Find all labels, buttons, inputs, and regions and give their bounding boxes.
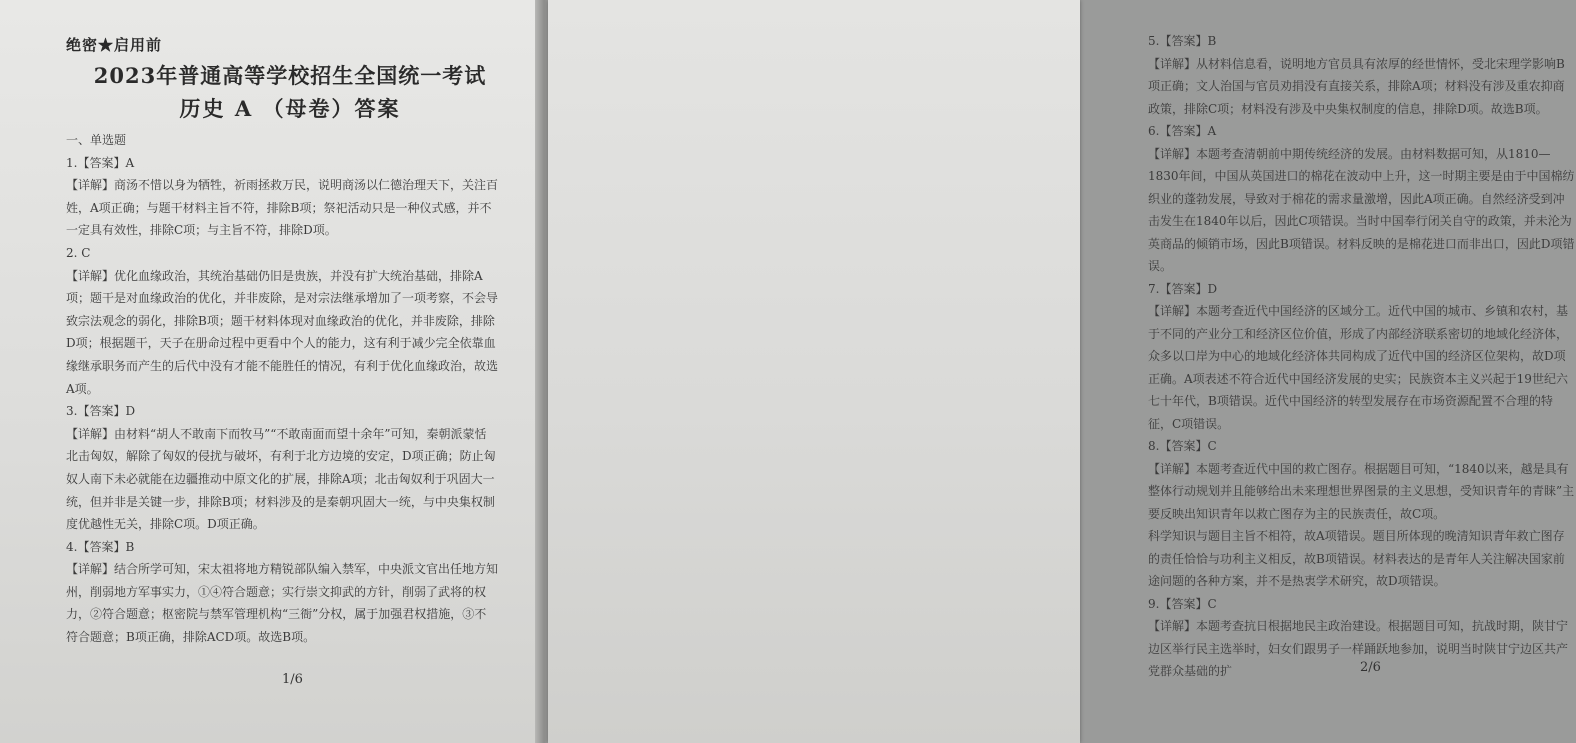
page-number: 2/6 — [1360, 660, 1381, 675]
detail-paragraph: 【详解】商汤不惜以身为牺牲，祈雨拯救万民，说明商汤以仁德治理天下，关注百姓，A项正确；与题干材料主旨不符，排除B项；祭祀活动只是一种仪式感，并不一定具有效性，排除C项；与主旨不符，排除D项。 — [66, 178, 499, 238]
detail-paragraph: 【详解】由材料“胡人不敢南下而牧马”“不敢南面而望十余年”可知，秦朝派蒙恬北击匈奴，解除了匈奴的侵扰与破坏，有利于北方边境的安定，D项正确；防止匈奴人南下未必就能在边疆推动中原文化的扩展，排除A项；北击匈奴利于巩固大一统，但并非是关键一步，排除B项；材料涉及的是秦朝巩固大一统，与中央集权制度优越性无关，排除C项。D项正确。 — [66, 426, 496, 532]
page-1-content — [66, 129, 498, 649]
detail-paragraph: 【详解】结合所学可知，宋太祖将地方精锐部队编入禁军，中央派文官出任地方知州，削弱地方军事实力，①④符合题意；实行崇文抑武的方针，削弱了武将的权力，②符合题意；枢密院与禁军管理机构“三衙”分权，属于加强君权措施，③不符合题意；B项正确，排除ACD项。故选B项。 — [66, 562, 499, 645]
answer-line: 5.【答案】B — [1148, 34, 1217, 48]
answer-line: 7.【答案】D — [1148, 281, 1218, 296]
answer-line: 8.【答案】C — [1148, 439, 1217, 453]
detail-paragraph: 【详解】本题考查清朝前中期传统经济的发展。由材料数据可知，从1810—1830年间，中国从英国进口的棉花在波动中上升，这一时期主要是由于中国棉纺织业的蓬勃发展，导致对于棉花的需求量激增，因此A项正确。自然经济受到冲击发生在1840年以后，因此C项错误。当时中国奉行闭关自守的政策，并未沦为英商品的倾销市场，因此B项错误。材料反映的是棉花进口而非出口，因此D项错误。 — [1148, 146, 1575, 273]
page-2 — [548, 0, 1575, 743]
page-number: 1/6 — [282, 672, 303, 687]
answer-line: 9.【答案】C — [1148, 596, 1217, 611]
answer-line: 1.【答案】A — [66, 155, 135, 170]
answer-line: 6.【答案】A — [1148, 124, 1217, 138]
detail-paragraph: 【详解】本题考查抗日根据地民主政治建设。根据题目可知，抗战时期，陕甘宁边区举行民主选举时，妇女们跟男子一样踊跃地参加，说明当时陕甘宁边区共产党群众基础的扩 — [1148, 619, 1569, 678]
confidential-label: 绝密★启用前 — [66, 36, 163, 54]
exam-subtitle: 历史 A （母卷）答案 — [179, 96, 401, 121]
detail-paragraph: 【详解】优化血缘政治，其统治基础仍旧是贵族，并没有扩大统治基础，排除A项；题干是对血缘政治的优化，并非废除，是对宗法继承增加了一项考察，不会导致宗法观念的弱化，排除B项；题干材料体现对血缘政治的优化，并非废除，排除D项；根据题干，天子在册命过程中更看中个人的能力，这有利于减少完全依靠血缘继承职务而产生的后代中没有才能不能胜任的情况，有利于优化血缘政治，故选A项。 — [66, 268, 499, 396]
detail-paragraph: 【详解】本题考查近代中国经济的区域分工。近代中国的城市、乡镇和农村，基于不同的产业分工和经济区位价值，形成了内部经济联系密切的地域化经济体，众多以口岸为中心的地域化经济体共同构成了近代中国的经济区位架构，故D项正确。A项表述不符合近代中国经济发展的史实；民族资本主义兴起于19世纪六七十年代，B项错误。近代中国经济的转型发展存在市场资源配置不合理的特征，C项错误。 — [1148, 304, 1569, 431]
section-heading: 一、单选题 — [66, 133, 127, 147]
detail-paragraph-continued: 科学知识与题目主旨不相符，故A项错误。题目所体现的晚清知识青年救亡图存的责任恰恰与功利主义相反，故B项错误。材料表达的是青年人关注解决国家前途问题的各种方案，并不是热衷学术研究，故D项错误。 — [1148, 529, 1565, 588]
detail-paragraph: 【详解】从材料信息看，说明地方官员具有浓厚的经世情怀，受北宋理学影响B项正确；文人治国与官员劝捐没有直接关系，排除A项；材料没有涉及重农抑商政策，排除C项；材料没有涉及中央集权制度的信息，排除D项。故选B项。 — [1148, 56, 1565, 116]
exam-title: 2023年普通高等学校招生全国统一考试 — [93, 63, 487, 88]
detail-paragraph: 【详解】本题考查近代中国的救亡图存。根据题目可知，“1840以来，越是具有整体行动规划并且能够给出未来理想世界图景的主义思想，受知识青年的青睐”主要反映出知识青年以救亡图存为主的民族责任，故C项。 — [1148, 461, 1575, 521]
answer-line: 2. C — [66, 245, 91, 260]
page-2-content — [1148, 30, 1576, 683]
answer-line: 4.【答案】B — [66, 539, 135, 554]
answer-line: 3.【答案】D — [66, 404, 136, 419]
page-1 — [0, 0, 541, 743]
